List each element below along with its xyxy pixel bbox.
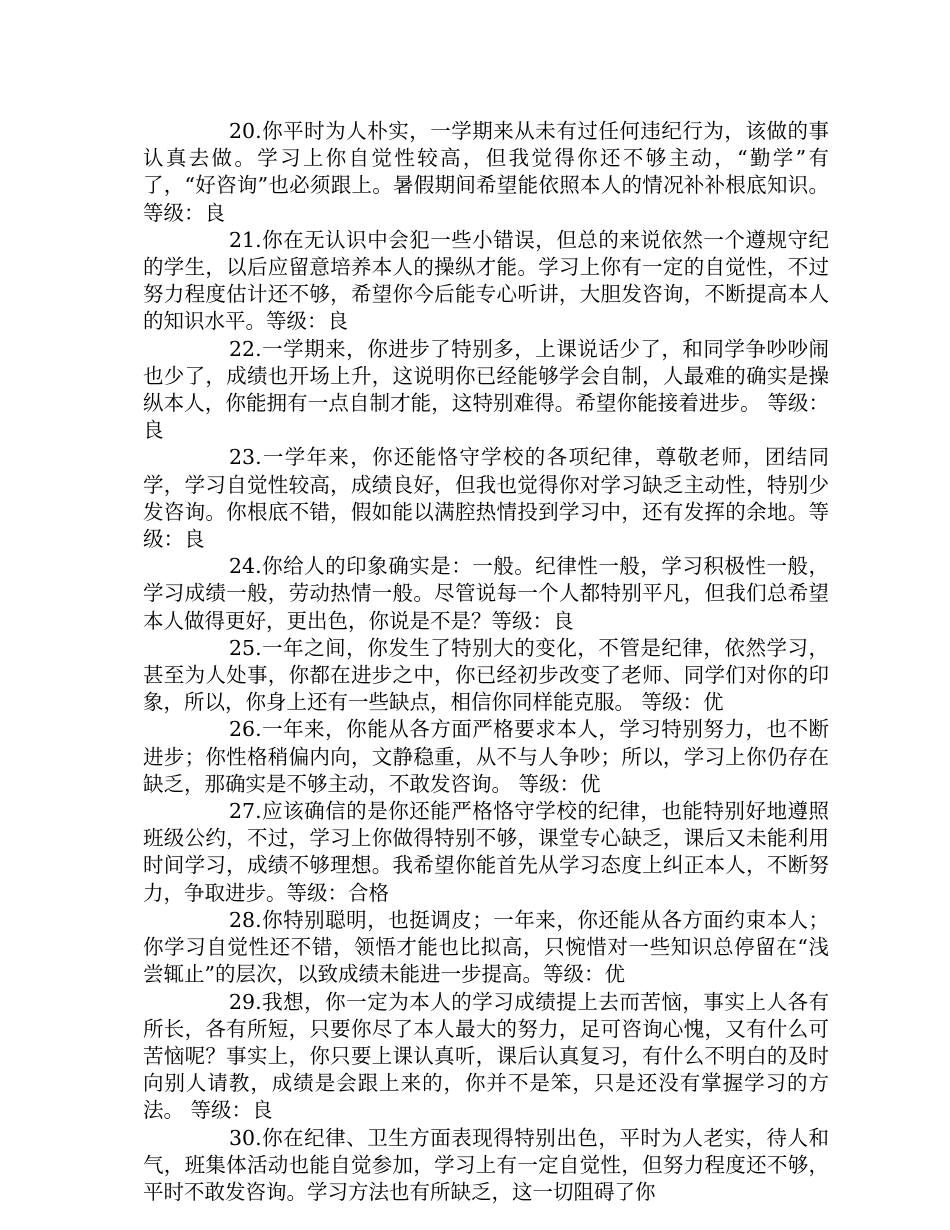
paragraph-26: 26.一年来，你能从各方面严格要求本人，学习特别努力，也不断进步；你性格稍偏内向，文静稳重，从不与人争吵；所以，学习上你仍存在缺乏，那确实是不够主动，不敢发咨询。 等级：优 <box>143 717 829 796</box>
paragraph-24: 24.你给人的印象确实是：一般。纪律性一般，学习积极性一般，学习成绩一般，劳动热情一般。尽管说每一个人都特别平凡，但我们总希望本人做得更好，更出色，你说是不是？等级：良 <box>143 554 829 633</box>
paragraph-29: 29.我想，你一定为本人的学习成绩提上去而苦恼，事实上人各有所长，各有所短，只要你尽了本人最大的努力，足可咨询心愧，又有什么可苦恼呢？事实上，你只要上课认真听，课后认真复习，有什么不明白的及时向别人请教，成绩是会跟上来的，你并不是笨，只是还没有掌握学习的方法。 等级：良 <box>143 989 829 1123</box>
paragraph-22: 22.一学期来，你进步了特别多，上课说话少了，和同学争吵吵闹也少了，成绩也开场上升，这说明你已经能够学会自制，人最难的确实是操纵本人，你能拥有一点自制才能，这特别难得。希望你能接着进步。 等级：良 <box>143 336 829 443</box>
paragraph-25: 25.一年之间，你发生了特别大的变化，不管是纪律，依然学习，甚至为人处事，你都在进步之中，你已经初步改变了老师、同学们对你的印象，所以，你身上还有一些缺点，相信你同样能克服。 等级：优 <box>143 635 829 715</box>
paragraph-27: 27.应该确信的是你还能严格恪守学校的纪律，也能特别好地遵照班级公约，不过，学习上你做得特别不够，课堂专心缺乏，课后又未能利用时间学习，成绩不够理想。我希望你能首先从学习态度上纠正本人，不断努力，争取进步。等级：合格 <box>143 799 829 905</box>
paragraph-28: 28.你特别聪明，也挺调皮；一年来，你还能从各方面约束本人；你学习自觉性还不错，领悟才能也比拟高，只惋惜对一些知识总停留在“浅尝辄止”的层次，以致成绩未能进一步提高。等级：优 <box>143 907 829 987</box>
document-page <box>143 118 829 1206</box>
paragraph-30: 30.你在纪律、卫生方面表现得特别出色，平时为人老实，待人和气，班集体活动也能自觉参加，学习上有一定自觉性，但努力程度还不够，平时不敢发咨询。学习方法也有所缺乏，这一切阻碍了你 <box>143 1125 829 1204</box>
paragraph-23: 23.一学年来，你还能恪守学校的各项纪律，尊敬老师，团结同学，学习自觉性较高，成绩良好，但我也觉得你对学习缺乏主动性，特别少发咨询。你根底不错，假如能以满腔热情投到学习中，还有发挥的余地。等级：良 <box>143 445 829 552</box>
paragraph-20: 20.你平时为人朴实，一学期来从未有过任何违纪行为，该做的事认真去做。学习上你自觉性较高，但我觉得你还不够主动，“勤学”有了，“好咨询”也必须跟上。暑假期间希望能依照本人的情况补补根底知识。 等级：良 <box>143 119 829 225</box>
paragraph-21: 21.你在无认识中会犯一些小错误，但总的来说依然一个遵规守纪的学生，以后应留意培养本人的操纵才能。学习上你有一定的自觉性，不过努力程度估计还不够，希望你今后能专心听讲，大胆发咨询，不断提高本人的知识水平。等级：良 <box>143 227 829 334</box>
